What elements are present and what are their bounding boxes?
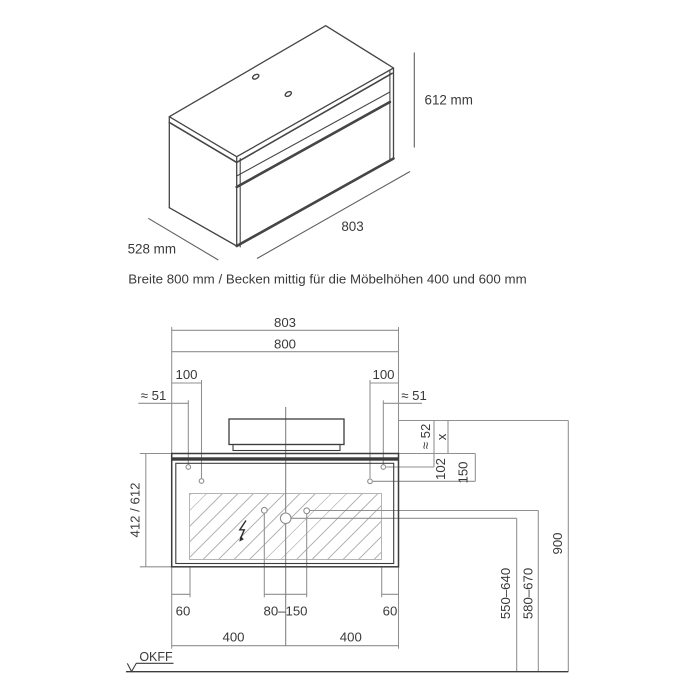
dim-label-400-left: 400 <box>222 629 245 645</box>
dim-label-51-left: ≈ 51 <box>140 388 167 403</box>
dim-label-overall-width: 803 <box>273 315 297 330</box>
cabinet-bottom-front-edge <box>237 159 394 247</box>
countertop-band <box>172 457 399 460</box>
connection-point-icon <box>304 508 310 514</box>
dim-label-400-right: 400 <box>339 629 362 645</box>
mount-point-icon <box>186 465 191 470</box>
iso-depth-label: 528 mm <box>127 241 176 257</box>
dim-label-900: 900 <box>550 532 565 555</box>
mount-point-icon <box>368 479 373 484</box>
elevation-cabinet <box>172 419 399 567</box>
drain-point-icon <box>280 513 291 524</box>
dim-label-cabinet-height: 412 / 612 <box>127 482 143 538</box>
dim-label-60-right: 60 <box>382 603 398 619</box>
mount-point-icon <box>199 479 204 484</box>
okff-level-mark <box>127 663 136 671</box>
floor-line-group <box>126 663 568 671</box>
dim-label-supply-height: 550–640 <box>498 567 513 620</box>
isometric-cabinet <box>169 26 393 247</box>
iso-width-label: 803 <box>341 219 364 234</box>
dim-label-100-left: 100 <box>175 367 198 382</box>
connection-point-icon <box>261 507 267 513</box>
mount-point-icon <box>381 465 386 470</box>
tap-hole-icon <box>252 73 260 80</box>
dim-label-51-right: ≈ 51 <box>401 388 427 403</box>
drawer-gap-thin <box>237 92 390 176</box>
electrical-bolt-icon <box>239 521 246 542</box>
dim-label-100-right: 100 <box>372 367 395 382</box>
dim-line-width <box>257 172 410 259</box>
floor-label: OKFF <box>139 650 173 664</box>
caption-text: Breite 800 mm / Becken mittig für die Möbelhöhen 400 und 600 mm <box>128 271 527 287</box>
dim-label-102: 102 <box>433 457 448 481</box>
dim-label-80-150: 80–150 <box>263 603 308 619</box>
tap-hole-icon <box>284 91 292 98</box>
iso-height-label: 612 mm <box>424 92 473 108</box>
dim-label-x: x <box>434 433 449 441</box>
dim-label-52: ≈ 52 <box>418 423 433 450</box>
dim-label-drain-height: 580–670 <box>520 567 536 620</box>
basin-outline <box>229 419 344 445</box>
dim-label-60-left: 60 <box>175 603 191 619</box>
basin-base <box>233 445 340 451</box>
dim-label-body-width: 800 <box>273 336 297 352</box>
dim-label-150: 150 <box>455 461 471 484</box>
